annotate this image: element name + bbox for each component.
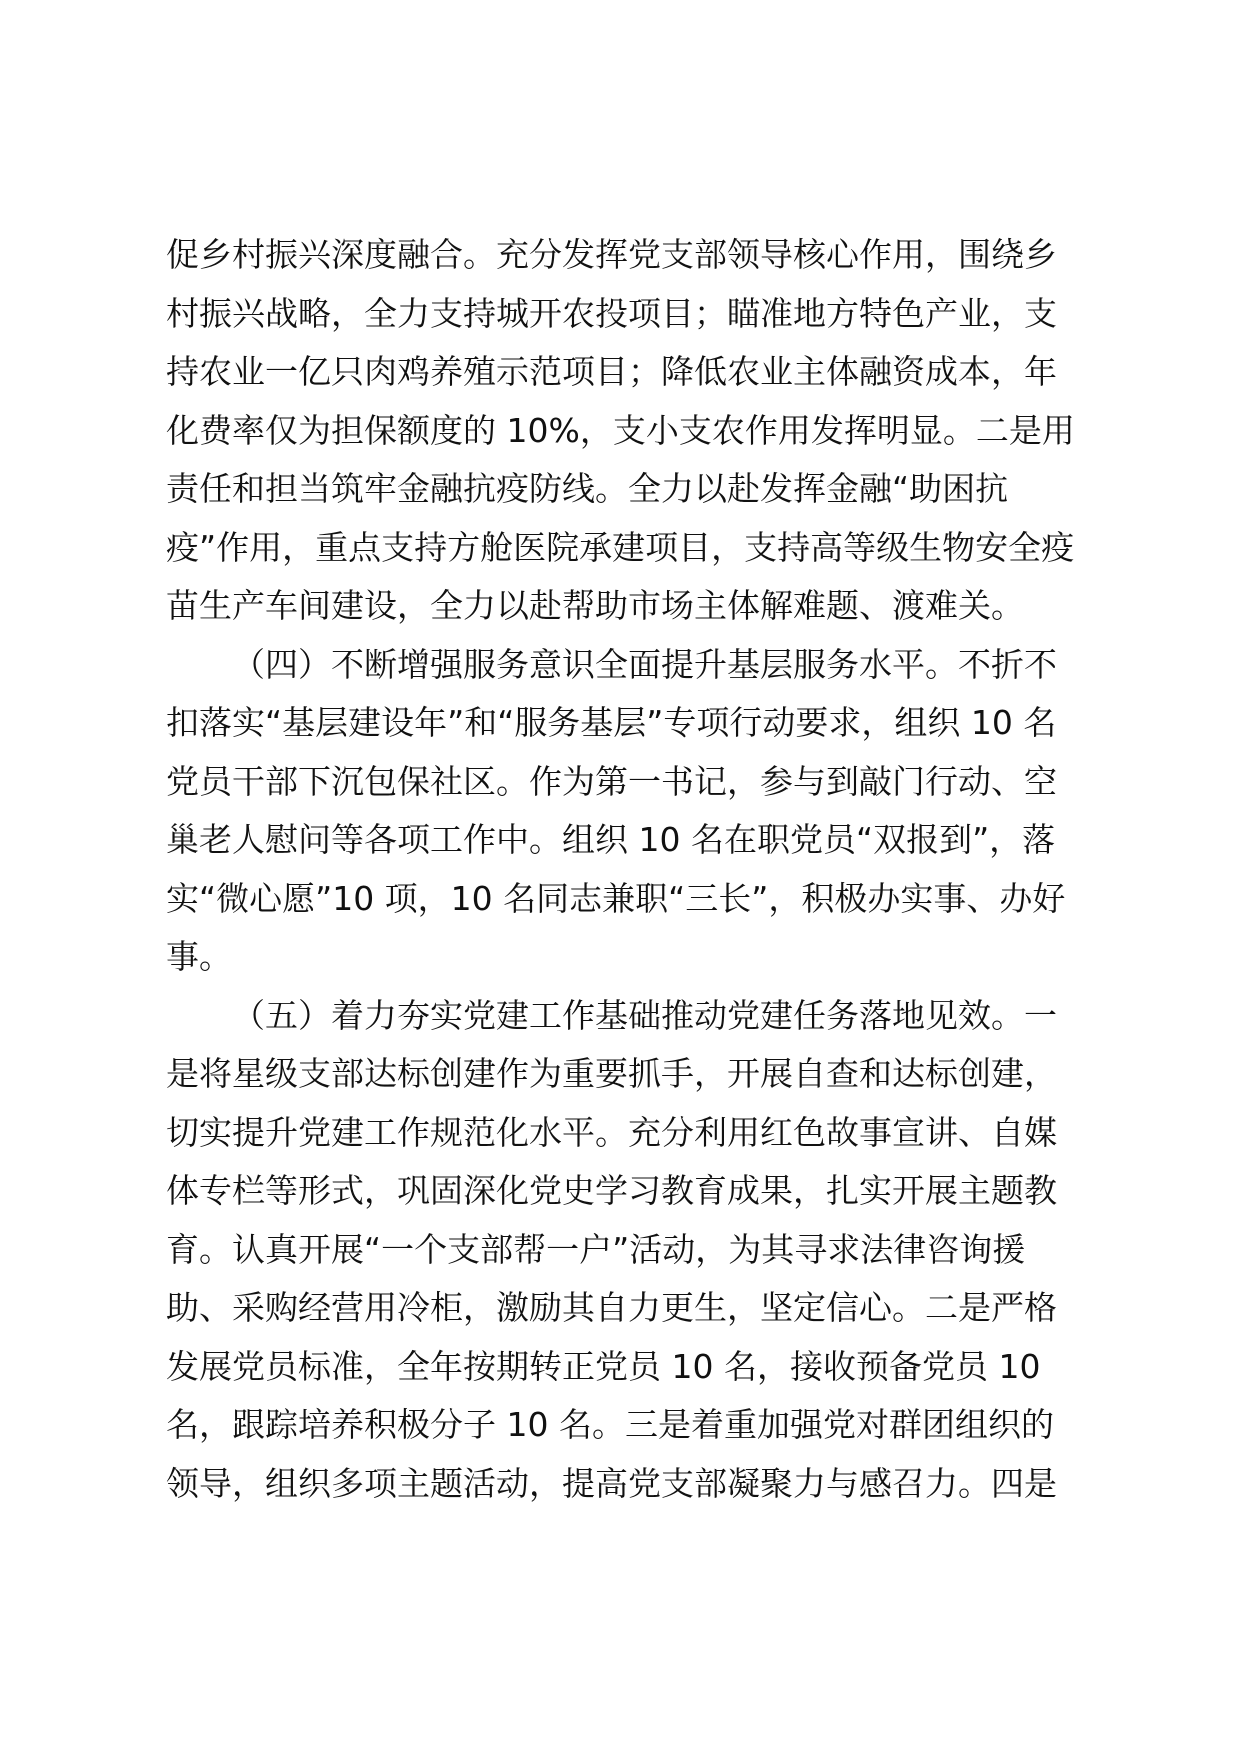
text-line: 村振兴战略，全力支持城开农投项目；瞄准地方特色产业，支 bbox=[166, 293, 1057, 333]
text-line: 体专栏等形式，巩固深化党史学习教育成果，扎实开展主题教 bbox=[166, 1171, 1057, 1210]
text-line: 育。认真开展“一个支部帮一户”活动，为其寻求法律咨询援 bbox=[166, 1229, 1026, 1269]
text-line: 扣落实“基层建设年”和“服务基层”专项行动要求，组织 10 名 bbox=[166, 703, 1057, 742]
text-line: 促乡村振兴深度融合。充分发挥党支部领导核心作用，围绕乡 bbox=[166, 235, 1057, 274]
body-text bbox=[166, 226, 1086, 1513]
text-line: 切实提升党建工作规范化水平。充分利用红色故事宣讲、自媒 bbox=[166, 1112, 1057, 1152]
text-line: 发展党员标准，全年按期转正党员 10 名，接收预备党员 10 bbox=[166, 1346, 1041, 1386]
section-heading-4: （四）不断增强服务意识全面提升基层服务水平。不折不 bbox=[232, 644, 1057, 684]
text-line: 实“微心愿”10 项，10 名同志兼职“三长”，积极办实事、办好 bbox=[166, 878, 1066, 918]
text-line: 名，跟踪培养积极分子 10 名。三是着重加强党对群团组织的 bbox=[166, 1405, 1054, 1444]
text-line: 事。 bbox=[166, 937, 232, 976]
text-line: 持农业一亿只肉鸡养殖示范项目；降低农业主体融资成本，年 bbox=[166, 352, 1057, 391]
text-line: 疫”作用，重点支持方舱医院承建项目，支持高等级生物安全疫 bbox=[166, 527, 1075, 567]
text-line: 苗生产车间建设，全力以赴帮助市场主体解难题、渡难关。 bbox=[166, 586, 1024, 625]
text-line: 助、采购经营用冷柜，激励其自力更生，坚定信心。二是严格 bbox=[166, 1288, 1057, 1327]
section-heading-5: （五）着力夯实党建工作基础推动党建任务落地见效。一 bbox=[232, 995, 1057, 1035]
text-line: 是将星级支部达标创建作为重要抓手，开展自查和达标创建， bbox=[166, 1054, 1057, 1093]
text-line: 责任和担当筑牢金融抗疫防线。全力以赴发挥金融“助困抗 bbox=[166, 469, 1009, 508]
text-line: 领导，组织多项主题活动，提高党支部凝聚力与感召力。四是 bbox=[166, 1463, 1057, 1503]
text-line: 巢老人慰问等各项工作中。组织 10 名在职党员“双报到”，落 bbox=[166, 820, 1056, 859]
text-line: 党员干部下沉包保社区。作为第一书记，参与到敲门行动、空 bbox=[166, 761, 1057, 801]
text-line: 化费率仅为担保额度的 10%，支小支农作用发挥明显。二是用 bbox=[166, 410, 1075, 450]
